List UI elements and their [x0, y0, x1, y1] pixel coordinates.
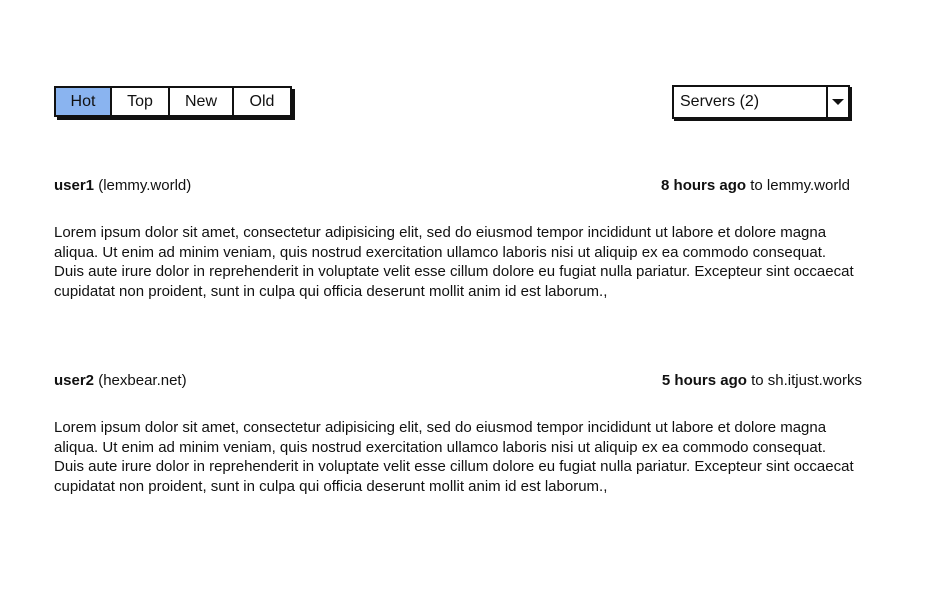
username[interactable]: user2	[54, 372, 95, 389]
post-meta	[662, 371, 862, 391]
tab-top[interactable]: Top	[112, 88, 170, 115]
post-body: Lorem ipsum dolor sit amet, consectetur adipisicing elit, sed do eiusmod tempor incididunt ut labore et dolore magna aliqua. Ut enim ad minim veniam, quis nostrud exercitation ullamco laboris nisi ut aliquip ex ea commodo consequat. Duis aute irure dolor in reprehenderit in voluptate velit esse cillum dolore eu fugiat nulla pariatur. Excepteur sint occaecat cupidatat non proident, sunt in culpa qui officia deserunt mollit anim id est laborum.,	[54, 224, 854, 300]
dropdown-toggle-button[interactable]	[826, 87, 848, 117]
post	[54, 176, 864, 301]
post-to-label: to	[751, 372, 764, 389]
tab-new[interactable]: New	[170, 88, 234, 115]
post-author	[54, 176, 191, 196]
user-instance: (hexbear.net)	[98, 372, 187, 389]
tab-old[interactable]: Old	[249, 93, 275, 110]
post-header	[54, 371, 864, 391]
tab-hot[interactable]: Hot	[56, 88, 112, 115]
servers-dropdown[interactable]	[672, 85, 850, 119]
post-header	[54, 176, 864, 196]
post-target-instance[interactable]: lemmy.world	[766, 177, 850, 194]
post-time: 8 hours ago	[661, 177, 747, 194]
post-time: 5 hours ago	[661, 372, 747, 389]
post-author	[54, 371, 187, 391]
user-instance: (lemmy.world)	[98, 177, 192, 194]
servers-dropdown-value: Servers (2)	[680, 93, 760, 110]
username[interactable]: user1	[54, 177, 95, 194]
post-target-instance[interactable]: sh.itjust.works	[767, 372, 862, 389]
post	[54, 371, 864, 496]
post-body: Lorem ipsum dolor sit amet, consectetur adipisicing elit, sed do eiusmod tempor incididunt ut labore et dolore magna aliqua. Ut enim ad minim veniam, quis nostrud exercitation ullamco laboris nisi ut aliquip ex ea commodo consequat. Duis aute irure dolor in reprehenderit in voluptate velit esse cillum dolore eu fugiat nulla pariatur. Excepteur sint occaecat cupidatat non proident, sunt in culpa qui officia deserunt mollit anim id est laborum.,	[54, 419, 854, 495]
post-to-label: to	[750, 177, 763, 194]
post-meta	[661, 176, 850, 196]
sort-tabs	[54, 86, 292, 117]
caret-down-icon	[832, 98, 844, 106]
